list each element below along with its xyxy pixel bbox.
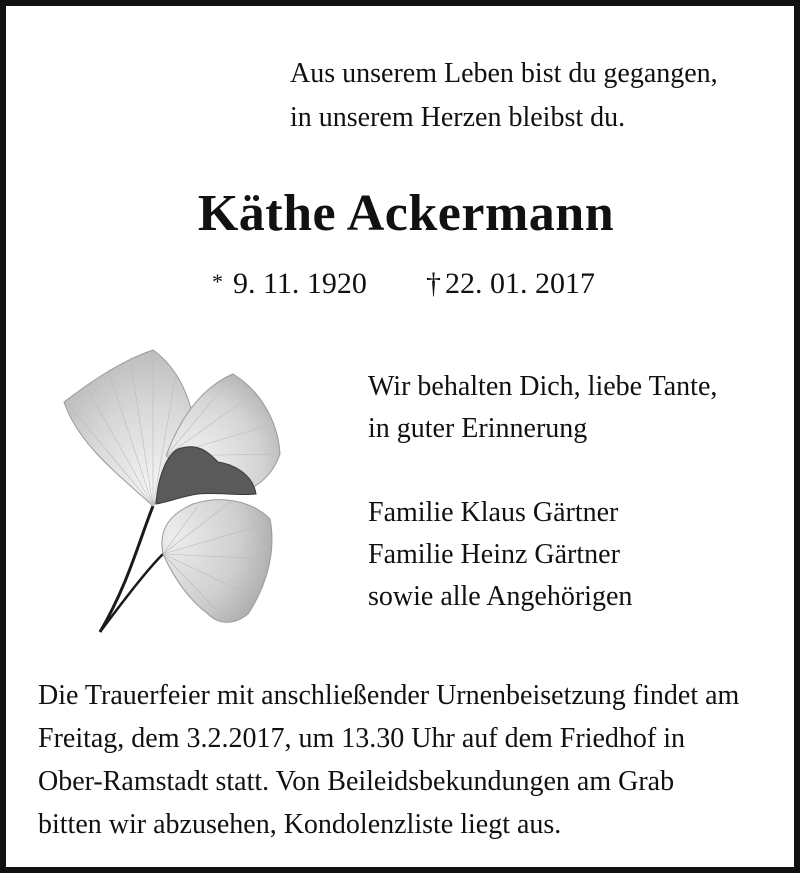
motto [290,52,718,140]
other-relatives: sowie alle Angehörigen [368,581,633,612]
motto-line-1: Aus unserem Leben bist du gegangen, [290,58,718,89]
spacer [368,450,717,492]
motto-line-2: in unserem Herzen bleibst du. [290,102,626,133]
mourners-line-1: Wir behalten Dich, liebe Tante, [368,371,718,402]
death-dagger-icon: † [426,267,441,300]
death-date [426,264,595,304]
deceased-name: Käthe Ackermann [197,185,615,242]
death-date-value: 22. 01. 2017 [445,267,595,300]
birth-date-value: 9. 11. 1920 [233,267,367,300]
notice-line-2: Freitag, dem 3.2.2017, um 13.30 Uhr auf dem Friedhof in [38,723,686,754]
family-1: Familie Klaus Gärtner [368,497,619,528]
mourners-block [368,366,717,618]
family-2: Familie Heinz Gärtner [368,539,620,570]
mourners-line-2: in guter Erinnerung [368,413,588,444]
notice-line-1: Die Trauerfeier mit anschließender Urnenbeisetzung findet am [38,680,740,711]
ginkgo-leaf-icon [58,344,288,644]
birth-date [212,264,367,306]
funeral-notice [38,674,778,846]
birth-star-icon: * [212,269,223,294]
notice-line-3: Ober-Ramstadt statt. Von Beileidsbekundungen am Grab [38,766,675,797]
notice-line-4: bitten wir abzusehen, Kondolenzliste liegt aus. [38,809,562,840]
